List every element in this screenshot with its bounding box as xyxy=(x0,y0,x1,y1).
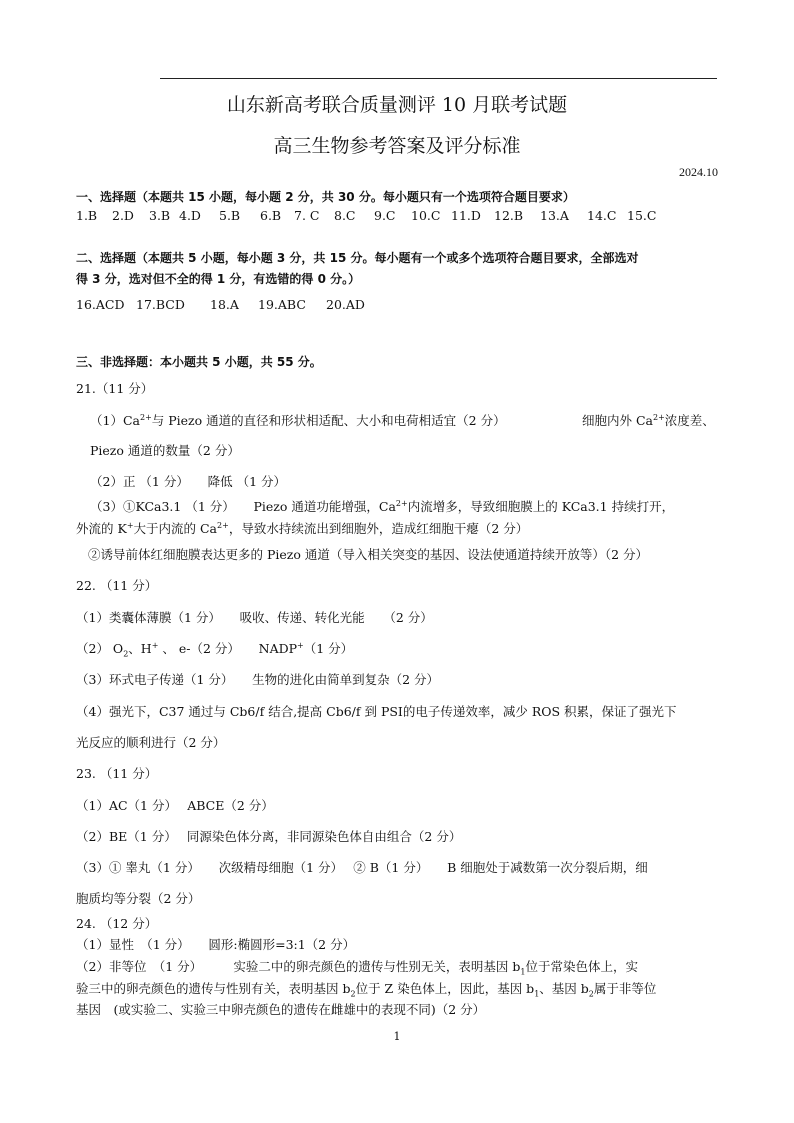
section3-heading: 三、非选择题：本小题共 5 小题，共 55 分。 xyxy=(76,355,322,369)
q21-part2: （2）正 （1 分） 降低 （1 分） xyxy=(90,474,287,489)
answer-17: 17.BCD xyxy=(136,297,185,312)
answer-9: 9.C xyxy=(374,208,396,223)
q22-part1: （1）类囊体薄膜（1 分） 吸收、传递、转化光能 （2 分） xyxy=(76,610,433,625)
answer-19: 19.ABC xyxy=(258,297,306,312)
answer-7: 7. C xyxy=(294,208,320,223)
section2-heading-line1: 二、选择题（本题共 5 小题，每小题 3 分，共 15 分。每小题有一个或多个选项符合题目要求，全部选对 xyxy=(76,251,639,265)
answer-5: 5.B xyxy=(219,208,241,223)
q21-heading: 21.（11 分） xyxy=(76,381,154,396)
q24-part2-line2: 验三中的卵壳颜色的遗传与性别有关，表明基因 $b_2$位于 Z 染色体上，因此，基因 $b_1$、基因 $b_2$属于非等位 xyxy=(76,981,657,999)
section1-answers xyxy=(76,208,656,223)
answer-11: 11.D xyxy=(451,208,481,223)
q23-part2: （2）BE（1 分） 同源染色体分离，非同源染色体自由组合（2 分） xyxy=(76,829,462,844)
q22-part4-line2: 光反应的顺利进行（2 分） xyxy=(76,735,226,750)
q22-part2: （2） $O_2$、H+ 、 e-（2 分） NADP+（1 分） xyxy=(76,641,354,659)
answer-10: 10.C xyxy=(411,208,441,223)
answer-14: 14.C xyxy=(587,208,617,223)
q24-heading: 24. （12 分） xyxy=(76,916,158,931)
q24-part2-line1: （2）非等位 （1 分） 实验二中的卵壳颜色的遗传与性别无关，表明基因 $b_1$位于常染色体上，实 xyxy=(76,959,638,977)
document-date: 2024.10 xyxy=(679,165,718,179)
answer-2: 2.D xyxy=(112,208,134,223)
q22-part3: （3）环式电子传递（1 分） 生物的进化由简单到复杂（2 分） xyxy=(76,672,440,687)
section1-heading: 一、选择题（本题共 15 小题，每小题 2 分，共 30 分。每小题只有一个选项符合题目要求） xyxy=(76,190,575,204)
q21-part3-line1: （3）①KCa3.1 （1 分） Piezo 通道功能增强，$Ca^{2+}$内流增多，导致细胞膜上的 KCa3.1 持续打开， xyxy=(90,499,675,514)
q23-heading: 23. （11 分） xyxy=(76,766,158,781)
q24-part1: （1）显性 （1 分） 圆形:椭圆形=3:1（2 分） xyxy=(76,937,356,952)
answer-6: 6.B xyxy=(260,208,282,223)
page-number: 1 xyxy=(393,1030,401,1043)
q21-part1-line2: Piezo 通道的数量（2 分） xyxy=(90,443,240,458)
answer-15: 15.C xyxy=(627,208,657,223)
answer-16: 16.ACD xyxy=(76,297,125,312)
section2-heading-line2: 得 3 分，选对但不全的得 1 分，有选错的得 0 分。） xyxy=(76,272,361,286)
q23-part1: （1）AC（1 分） ABCE（2 分） xyxy=(76,798,274,813)
section2-answers xyxy=(76,297,365,312)
answer-3: 3.B xyxy=(149,208,171,223)
q22-part4-line1: （4）强光下，C37 通过与 Cb6/f 结合,提高 Cb6/f 到 PSⅠ的电子传递效率，减少 ROS 积累，保证了强光下 xyxy=(76,704,677,719)
q21-part3-line3: ②诱导前体红细胞膜表达更多的 Piezo 通道（导入相关突变的基因、设法使通道持续开放等）（2 分） xyxy=(88,547,649,562)
document-title: 山东新高考联合质量测评 10 月联考试题 xyxy=(226,94,568,116)
answer-4: 4.D xyxy=(179,208,201,223)
document-subtitle: 高三生物参考答案及评分标准 xyxy=(273,135,521,157)
q21-part1-line1-right: 细胞内外 $Ca^{2+}$浓度差、 xyxy=(582,413,715,428)
answer-8: 8.C xyxy=(334,208,356,223)
answer-20: 20.AD xyxy=(326,297,365,312)
answer-12: 12.B xyxy=(494,208,524,223)
q21-part3-line2: 外流的 K+大于内流的 $Ca^{2+}$，导致水持续流出到细胞外，造成红细胞干瘪（2 分） xyxy=(76,521,529,536)
answer-18: 18.A xyxy=(210,297,239,312)
header-rule xyxy=(160,78,717,79)
answer-13: 13.A xyxy=(540,208,569,223)
q21-part1-line1: $(1)Ca^{2+}$与 Piezo 通道的直径和形状相适配、大小和电荷相适宜（2 分） xyxy=(90,413,506,428)
q23-part3-line2: 胞质均等分裂（2 分） xyxy=(76,891,201,906)
answer-1: 1.B xyxy=(76,208,98,223)
q24-part2-line3: 基因 (或实验二、实验三中卵壳颜色的遗传在雌雄中的表现不同)（2 分） xyxy=(76,1002,486,1017)
q23-part3-line1: （3）① 睾丸（1 分） 次级精母细胞（1 分） ② B（1 分） B 细胞处于减数第一次分裂后期，细 xyxy=(76,860,648,875)
q22-heading: 22. （11 分） xyxy=(76,578,158,593)
